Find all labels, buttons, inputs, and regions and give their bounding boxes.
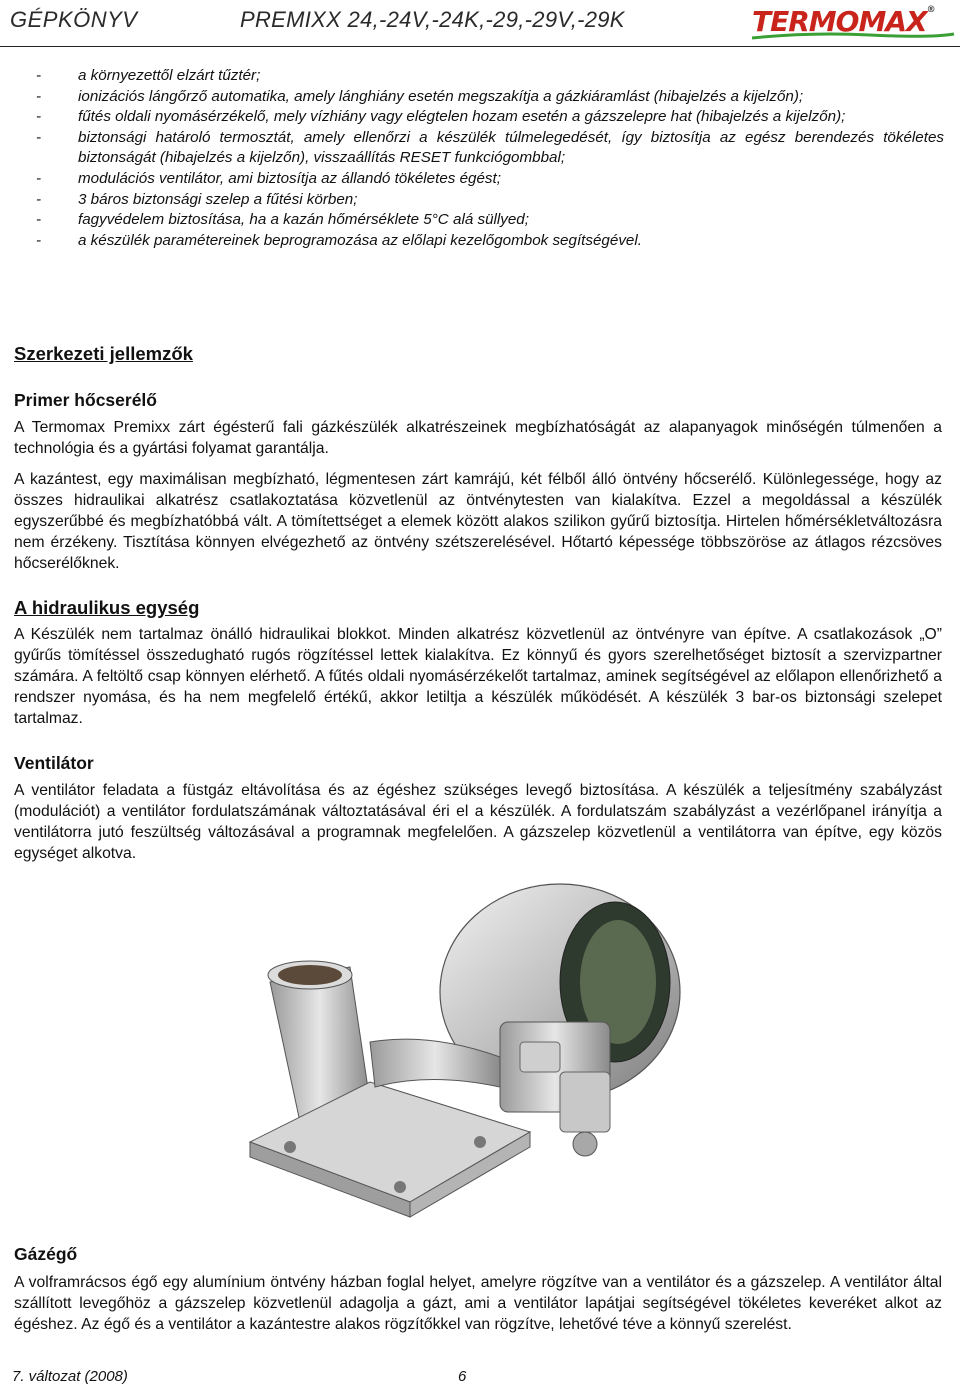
hydraulic-unit-paragraph: A Készülék nem tartalmaz önálló hidraulikai blokkot. Minden alkatrész közvetlenül az öntvényre van építve. A csatlakozások „O” gyűrűs tömítéssel összedugható rugós rögzítéssel lettek kialakítva. Ez könnyű és gyors szerelhetőséget biztosít a szervizpartner számára. A feltöltő csap könnyen elérhető. A fűtés oldali nyomásérzékelőt tartalmaz, aminek segítségével az előlapon ellenőrizhető a rendszer nyomása, és ha nem megfelelő értékű, akkor letiltja a készülék működését. A készülék 3 bar-os biztonsági szelepet tartalmaz. <box>14 626 942 728</box>
page-header <box>0 0 960 47</box>
list-item: - modulációs ventilátor, ami biztosítja az állandó tökéletes égést; <box>36 169 501 187</box>
list-item: - fagyvédelem biztosítása, ha a kazán hőmérséklete 5°C alá süllyed; <box>36 211 529 229</box>
fan-burner-assembly-illustration <box>230 872 730 1224</box>
hydraulic-unit-heading: A hidraulikus egység <box>14 597 200 618</box>
termomax-logo <box>748 2 958 42</box>
model-label: PREMIXX 24,-24V,-24K,-29,-29V,-29K <box>240 7 625 32</box>
document-type-label: GÉPKÖNYV <box>10 7 138 32</box>
fan-heading: Ventilátor <box>14 753 94 773</box>
list-item: - fűtés oldali nyomásérzékelő, mely vízhiány vagy elégtelen hozam esetén a gázszelepre hat (hibajelzés a kijelzőn); <box>36 108 846 126</box>
logo-swoosh-icon <box>750 32 956 40</box>
structural-features-heading: Szerkezeti jellemzők <box>14 343 193 364</box>
burner-heading: Gázégő <box>14 1244 78 1264</box>
heat-exchanger-paragraph-1: A Termomax Premixx zárt égésterű fali gázkészülék alkatrészeinek megbízhatóságát az alapanyagok minőségén túlmenően a technológia és a gyártási folyamat garantálja. <box>14 419 942 458</box>
safety-features-list <box>14 66 944 251</box>
list-item: - 3 báros biztonsági szelep a fűtési körben; <box>36 190 358 208</box>
page-number: 6 <box>458 1368 467 1385</box>
list-item: - a környezettől elzárt tűztér; <box>36 67 261 84</box>
logo-wordmark: TERMOMAX® <box>752 5 935 38</box>
list-item: - ionizációs lángőrző automatika, amely lánghiány esetén megszakítja a gázkiáramlást (hibajelzés a kijelzőn); <box>36 87 804 105</box>
heat-exchanger-paragraph-2: A kazántest, egy maximálisan megbízható, légmentesen zárt kamrájú, két félből álló öntvény hőcserélő. Különlegessége, hogy az összes hidraulikai alkatrész csatlakoztatása közvetlenül az öntvénytesten van kialakítva. Ezzel a megoldással a készülék egyszerűbbé és megbízhatóbbá vált. A tömítettséget a elemek között alakos szilikon gyűrű biztosítja. Hirtelen hőmérsékletváltozásra nem érzékeny. Tisztítása könnyen elvégezhető az öntvény szétszerelésével. Hőtartó képessége többszöröse az átlagos rézcsöves hőcserélőknek. <box>14 471 942 573</box>
list-item: - biztonsági határoló termosztát, amely ellenőrzi a készülék túlmelegedését, így biztosítja az egész berendezés tökéletes biztonságát (hibajelzés a kijelzőn), visszaállítás RESET funkciógombbal; <box>36 128 944 167</box>
heat-exchanger-heading: Primer hőcserélő <box>14 390 157 410</box>
version-label: 7. változat (2008) <box>12 1368 128 1385</box>
list-item: - a készülék paramétereinek beprogramozása az előlapi kezelőgombok segítségével. <box>36 231 642 249</box>
fan-paragraph: A ventilátor feladata a füstgáz eltávolítása és az égéshez szükséges levegő biztosítása. A készülék a teljesítmény szabályzást (modulációt) a ventilátor fordulatszámának változtatásával éri el a készülék. A fordulatszám szabályzást a vezérlőpanel irányítja a ventilátorra jutó feszültség változásával a programnak megfelelően. A gázszelep közvetlenül a ventilátorra van építve, egy közös egységet alkotva. <box>14 782 942 863</box>
burner-paragraph: A volframrácsos égő egy alumínium öntvény házban foglal helyet, amelyre rögzítve van a ventilátor és a gázszelep. A ventilátor által szállított levegőhöz a gázszelep közvetlenül adagolja a gázt, ami a ventilátor lapátjai segítségével tökéletes keveréket alkot az égéshez. Az égő és a ventilátor a kazántestre alakos rögzítőkkel van rögzítve, lehetővé téve a könnyű szerelést. <box>14 1274 942 1334</box>
